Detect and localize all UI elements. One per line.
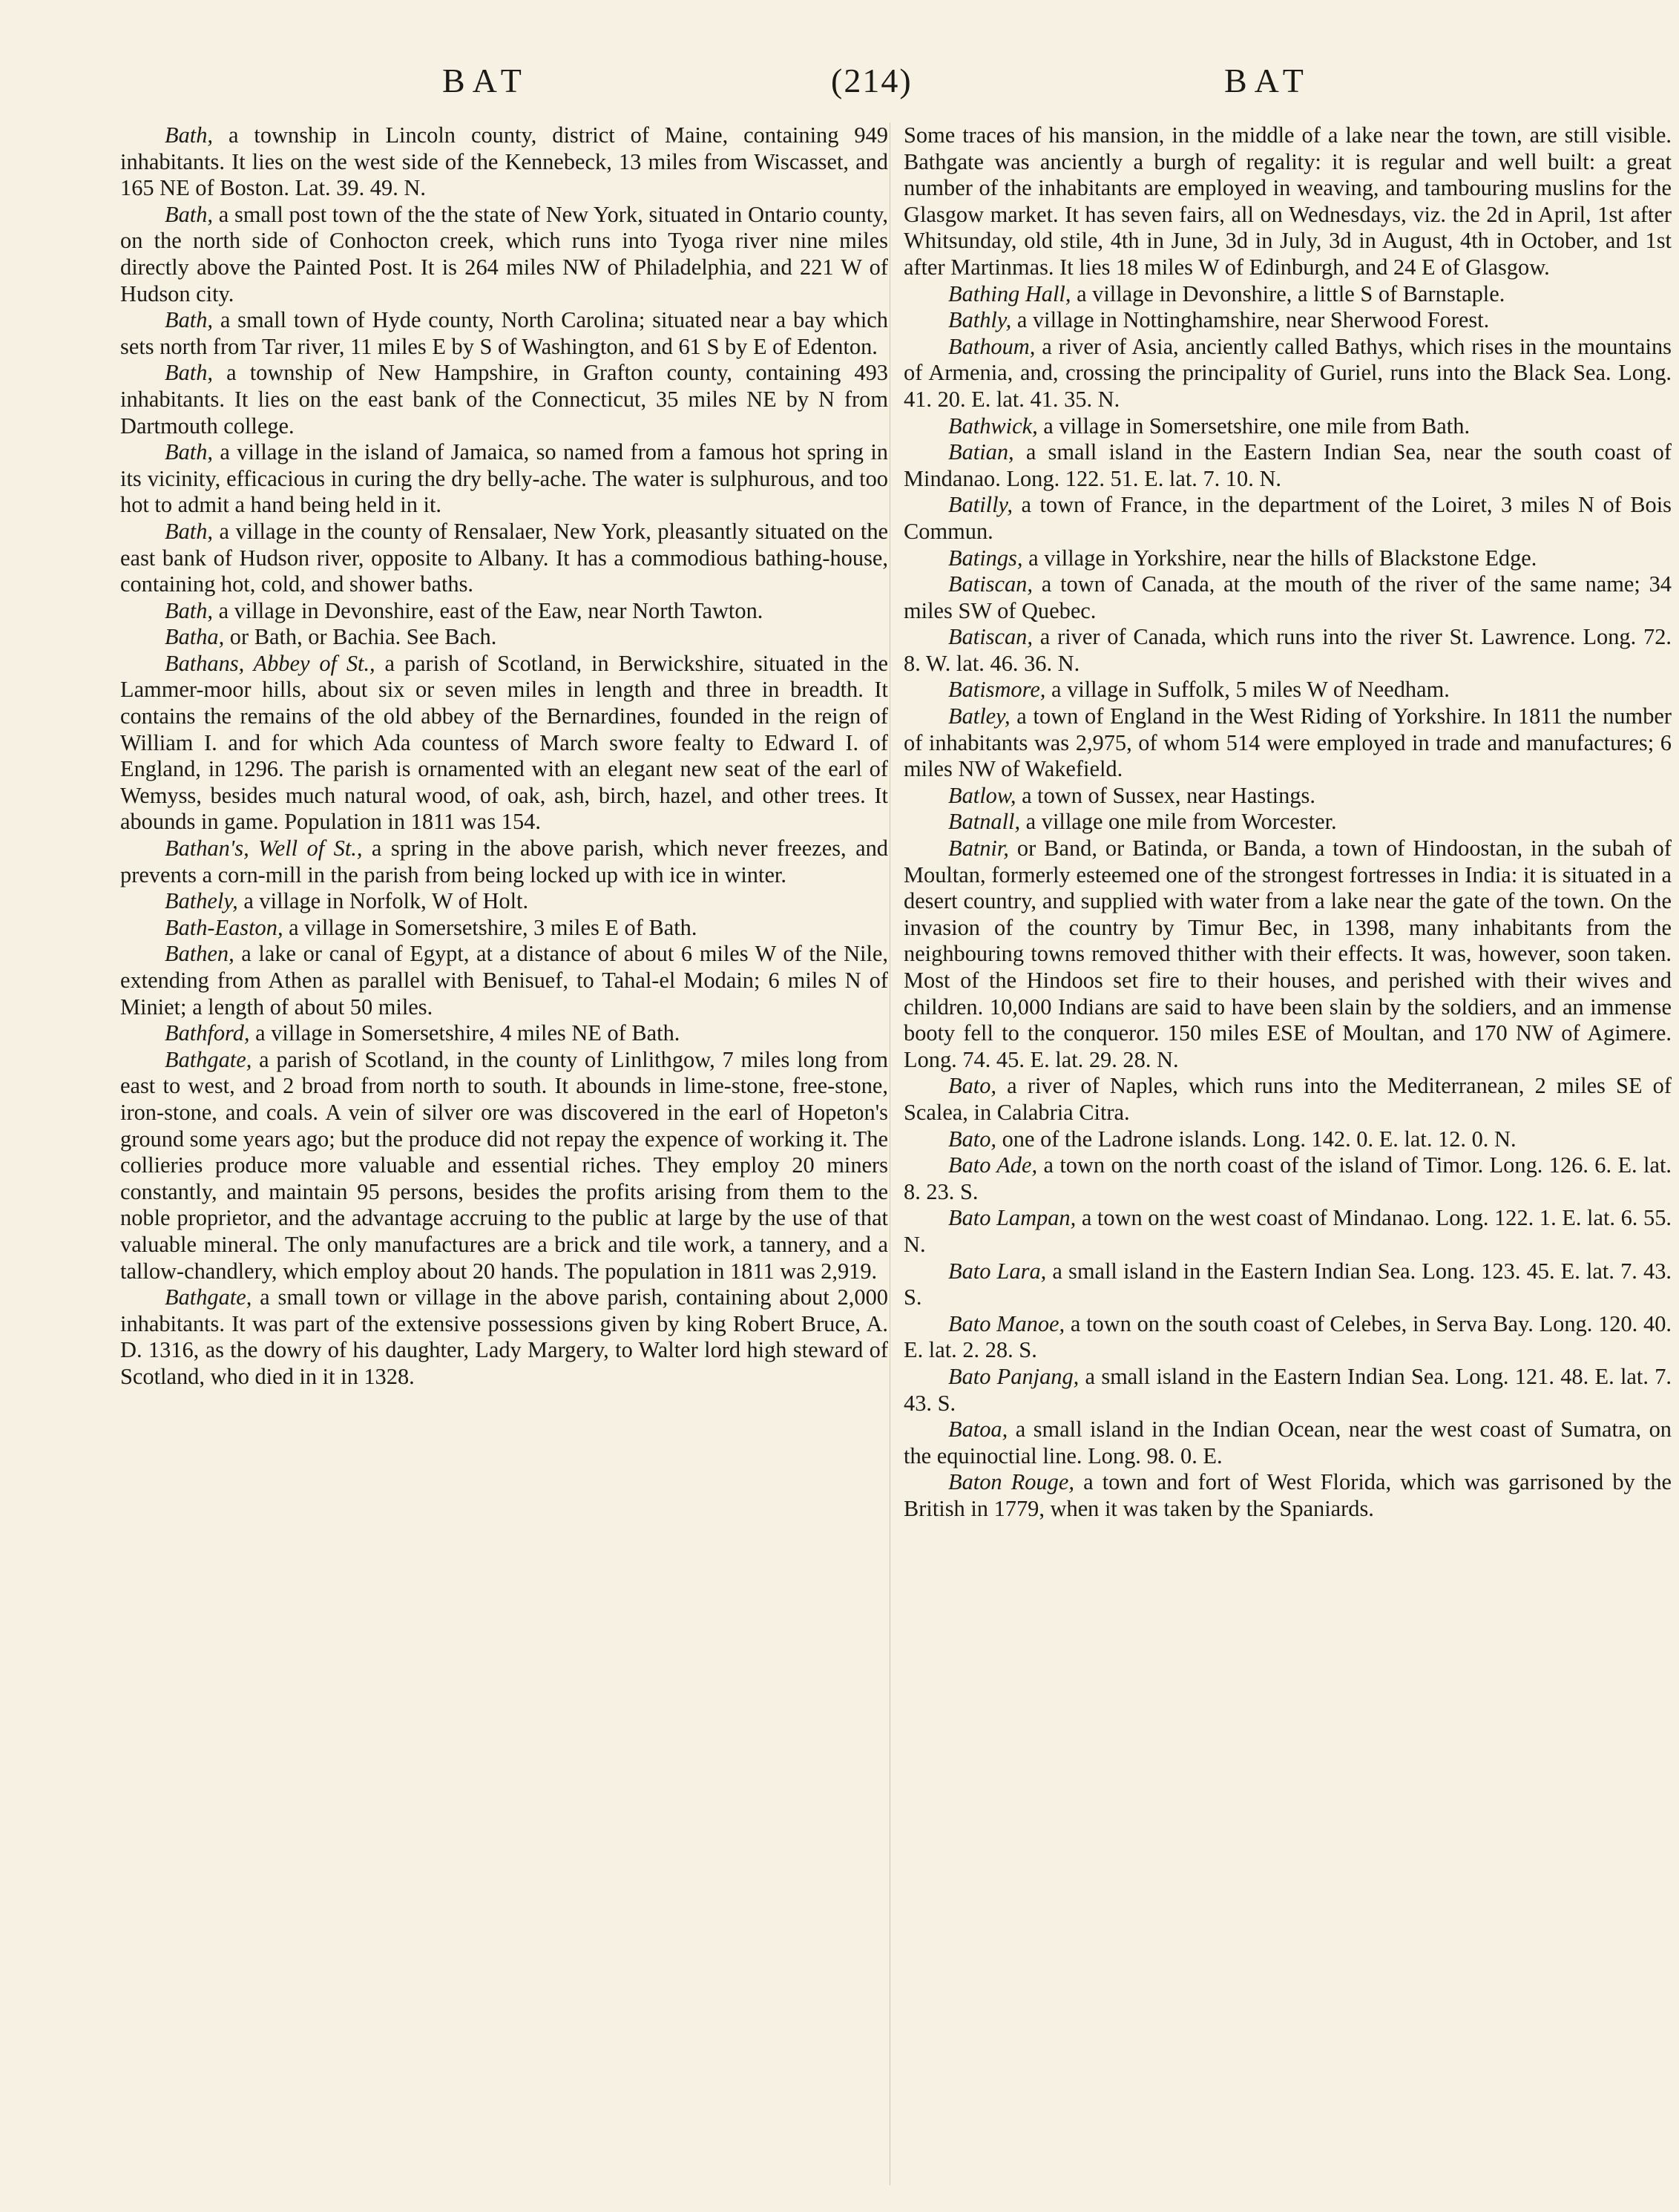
entry-headword: Bath, xyxy=(165,201,213,227)
entry xyxy=(904,703,1672,783)
entry-text: a village one mile from Worcester. xyxy=(1020,809,1337,835)
entry-text: a river of Asia, anciently called Bathys, which rises in the mountains of Armenia, and, crossing the principality of Guriel, runs into the Black Sea. Long. 41. 20. E. lat. 41. 35. N. xyxy=(904,333,1672,412)
entry-headword: Batley, xyxy=(948,703,1011,729)
entry-text: a small town of Hyde county, North Carolina; situated near a bay which sets north from Tar river, 11 miles E by S of Washington, and 61 S by E of Edenton. xyxy=(120,307,888,359)
entry-text: a village in Devonshire, a little S of Barnstaple. xyxy=(1071,280,1505,306)
entry-text: or Bath, or Bachia. See Bach. xyxy=(224,624,497,650)
entry xyxy=(904,545,1672,572)
entry-text: a spring in the above parish, which never freezes, and prevents a corn-mill in the parish from being locked up with ice in winter. xyxy=(120,836,888,887)
entry xyxy=(904,783,1672,810)
entry-text: a town of England in the West Riding of Yorkshire. In 1811 the number of inhabitants was 2,975, of whom 514 were employed in trade and manufactures; 6 miles NW of Wakefield. xyxy=(904,703,1672,782)
entry xyxy=(120,888,888,915)
entry xyxy=(904,307,1672,334)
entry-headword: Bathgate, xyxy=(165,1046,252,1072)
right-column xyxy=(904,122,1672,1522)
entry-headword: Batings, xyxy=(948,545,1023,571)
entry xyxy=(904,809,1672,836)
entry-headword: Bathans, Abbey of St., xyxy=(165,650,375,676)
entry-headword: Batilly, xyxy=(948,492,1013,518)
entry-headword: Batnir, xyxy=(948,836,1009,862)
entry xyxy=(120,122,888,202)
entry-headword: Batha, xyxy=(165,624,225,650)
entry-text: a river of Naples, which runs into the Mediterranean, 2 miles SE of Scalea, in Calabria Citra. xyxy=(904,1073,1672,1125)
entry xyxy=(120,1284,888,1390)
entry xyxy=(904,281,1672,308)
entry xyxy=(120,439,888,519)
entry-text: a small island in the Indian Ocean, near the west coast of Sumatra, on the equinoctial line. Long. 98. 0. E. xyxy=(904,1417,1672,1468)
entry-headword: Batiscan, xyxy=(948,571,1033,597)
entry-text: a town on the south coast of Celebes, in Serva Bay. Long. 120. 40. E. lat. 2. 28. S. xyxy=(904,1310,1672,1363)
entry xyxy=(120,360,888,439)
entry-headword: Batnall, xyxy=(948,809,1021,835)
entry-headword: Bathoum, xyxy=(948,333,1036,359)
entry xyxy=(120,915,888,942)
entry-headword: Baton Rouge, xyxy=(948,1469,1074,1495)
entry-headword: Batoa, xyxy=(948,1417,1008,1443)
entry xyxy=(120,307,888,360)
entry-headword: Bato, xyxy=(948,1126,996,1152)
entry-text: a town on the north coast of the island of Timor. Long. 126. 6. E. lat. 8. 23. S. xyxy=(904,1152,1672,1204)
entry-headword: Bato, xyxy=(948,1073,996,1099)
entry xyxy=(120,836,888,888)
header-right-guideword: BAT xyxy=(1224,62,1311,99)
entry-text: a township of New Hampshire, in Grafton county, containing 493 inhabitants. It lies on the east bank of the Connecticut, 35 miles NE by N from Dartmouth college. xyxy=(120,360,888,439)
entry xyxy=(120,1020,888,1047)
entry-text: a small town or village in the above parish, containing about 2,000 inhabitants. It was part of the extensive possessions given by king Robert Bruce, A. D. 1316, as the dowry of his daughter, Lady Margery, to Walter lord high steward of Scotland, who died in it in 1328. xyxy=(120,1284,888,1389)
entry-headword: Batlow, xyxy=(948,782,1016,808)
entry-text: a town on the west coast of Mindanao. Long. 122. 1. E. lat. 6. 55. N. xyxy=(904,1205,1672,1257)
entry-headword: Bathford, xyxy=(165,1020,250,1046)
entry xyxy=(904,677,1672,703)
entry-headword: Bath, xyxy=(165,439,213,465)
entry-text: a village in the county of Rensalaer, New York, pleasantly situated on the east bank of Hudson river, opposite to Albany. It has a commodious bathing-house, containing hot, cold, and shower baths. xyxy=(120,518,888,597)
entry-text: a parish of Scotland, in Berwickshire, situated in the Lammer-moor hills, about six or seven miles in length and three in breadth. It contains the remains of the old abbey of the Bernardines, founded in the reign of William I. and for which Ada countess of March swore fealty to Edward I. of England, in 1296. The parish is ornamented with an elegant new seat of the earl of Wemyss, besides much natural wood, of oak, ash, birch, hazel, and other trees. It abounds in game. Population in 1811 was 154. xyxy=(120,650,888,835)
entry-headword: Bath, xyxy=(165,360,213,386)
entry-headword: Bathwick, xyxy=(948,413,1038,439)
entry xyxy=(904,1126,1672,1153)
entry xyxy=(904,1073,1672,1126)
entry xyxy=(904,492,1672,545)
entry xyxy=(904,1417,1672,1469)
entry-text: a village in Somersetshire, one mile from Bath. xyxy=(1037,413,1471,439)
entry-text: a village in Somersetshire, 3 miles E of Bath. xyxy=(283,914,697,940)
entry-text: a village in Yorkshire, near the hills of Blackstone Edge. xyxy=(1022,545,1537,571)
entry xyxy=(904,1258,1672,1311)
entry xyxy=(120,651,888,836)
entry xyxy=(904,624,1672,677)
entry-headword: Bato Ade, xyxy=(948,1152,1038,1178)
entry-text: a town of Canada, at the mouth of the river of the same name; 34 miles SW of Quebec. xyxy=(904,571,1672,623)
entry-headword: Bathan's, Well of St., xyxy=(165,836,363,862)
entry-text: a small island in the Eastern Indian Sea. Long. 123. 45. E. lat. 7. 43. S. xyxy=(904,1258,1672,1310)
entry xyxy=(904,413,1672,440)
entry-headword: Bato Lara, xyxy=(948,1258,1047,1284)
entry-headword: Bathgate, xyxy=(165,1284,252,1310)
entry-headword: Bath, xyxy=(165,597,213,623)
entry xyxy=(904,571,1672,624)
entry-headword: Bath-Easton, xyxy=(165,914,283,940)
entry-headword: Bathing Hall, xyxy=(948,280,1071,306)
entry-text: a town and fort of West Florida, which was garrisoned by the British in 1779, when it was taken by the Spaniards. xyxy=(904,1469,1672,1521)
entry-text: a village in Norfolk, W of Holt. xyxy=(237,888,529,914)
entry xyxy=(904,439,1672,492)
entry-headword: Bath, xyxy=(165,518,213,544)
entry-text: one of the Ladrone islands. Long. 142. 0. E. lat. 12. 0. N. xyxy=(996,1126,1517,1152)
entry xyxy=(120,202,888,307)
entry-text: a river of Canada, which runs into the river St. Lawrence. Long. 72. 8. W. lat. 46. 36. N. xyxy=(904,624,1672,676)
entry-text: a village in Nottinghamshire, near Sherwood Forest. xyxy=(1011,307,1490,333)
entry xyxy=(904,1364,1672,1417)
entry-text: a small island in the Eastern Indian Sea, near the south coast of Mindanao. Long. 122. 51. E. lat. 7. 10. N. xyxy=(904,439,1672,491)
entry xyxy=(904,1152,1672,1205)
entry xyxy=(120,598,888,625)
entry-text: or Band, or Batinda, or Banda, a town of Hindoostan, in the subah of Moultan, formerly esteemed one of the strongest fortresses in India: it is situated in a desert country, and supplied with water from a lake near the gate of the town. On the invasion of the country by Timur Bec, in 1398, many inhabitants from the neighbouring towns removed thither with their effects. It was, however, soon taken. Most of the Hindoos set fire to their houses, and perished with their wives and children. 10,000 Indians are said to have been slain by the soldiers, and an immense booty fell to the conqueror. 150 miles ESE of Moultan, and 170 NW of Agimere. Long. 74. 45. E. lat. 29. 28. N. xyxy=(904,836,1672,1072)
entry-text: a village in Devonshire, east of the Eaw, near North Tawton. xyxy=(213,597,763,623)
entry xyxy=(904,1311,1672,1364)
page-number: (214) xyxy=(831,62,913,99)
entry xyxy=(120,519,888,598)
running-header xyxy=(0,61,1679,105)
entry-headword: Bato Manoe, xyxy=(948,1310,1065,1336)
left-column xyxy=(120,122,888,1391)
entry-text: a village in the island of Jamaica, so named from a famous hot spring in its vicinity, efficacious in curing the dry belly-ache. The water is sulphurous, and too hot to admit a hand being held in it. xyxy=(120,439,888,518)
entry-headword: Bathen, xyxy=(165,941,234,967)
entry-text: a township in Lincoln county, district of Maine, containing 949 inhabitants. It lies on the west side of the Kennebeck, 13 miles from Wiscasset, and 165 NE of Boston. Lat. 39. 49. N. xyxy=(120,122,888,201)
entry-text: a village in Suffolk, 5 miles W of Needham. xyxy=(1045,677,1450,703)
entry xyxy=(904,836,1672,1073)
entry-text: a town of Sussex, near Hastings. xyxy=(1016,782,1315,808)
entry-headword: Bathely, xyxy=(165,888,238,914)
entry xyxy=(120,941,888,1020)
header-left-guideword: BAT xyxy=(442,62,529,99)
entry-text: a small post town of the the state of New York, situated in Ontario county, on the north side of Conhocton creek, which runs into Tyoga river nine miles directly above the Painted Post. It is 264 miles NW of Philadelphia, and 221 W of Hudson city. xyxy=(120,201,888,306)
entry-headword: Bath, xyxy=(165,122,213,148)
entry-text: a town of France, in the department of the Loiret, 3 miles N of Bois Commun. xyxy=(904,492,1672,544)
entry xyxy=(120,1047,888,1284)
entry-text: a lake or canal of Egypt, at a distance of about 6 miles W of the Nile, extending from Athen as parallel with Benisuef, to Tahal-el Modain; 6 miles N of Miniet; a length of about 50 miles. xyxy=(120,941,888,1020)
entry xyxy=(904,1469,1672,1522)
entry xyxy=(904,1205,1672,1258)
entry-headword: Batiscan, xyxy=(948,624,1033,650)
entry-text: a parish of Scotland, in the county of Linlithgow, 7 miles long from east to west, and 2 broad from north to south. It abounds in lime-stone, free-stone, iron-stone, and coals. A vein of silver ore was discovered in the earl of Hopeton's ground some years ago; but the produce did not repay the expence of working it. The collieries produce more valuable and essential riches. They employ 20 miners constantly, and maintain 95 persons, besides the profits arising from them to the noble proprietor, and the advantage accruing to the public at large by the use of that valuable mineral. The only manufactures are a brick and tile work, a tannery, and a tallow-chandlery, which employ about 20 hands. The population in 1811 was 2,919. xyxy=(120,1046,888,1284)
entry xyxy=(120,624,888,651)
entry-headword: Bath, xyxy=(165,307,213,333)
entry-headword: Bato Lampan, xyxy=(948,1205,1077,1231)
entry-headword: Batismore, xyxy=(948,677,1046,703)
entry xyxy=(904,122,1672,281)
entry-headword: Batian, xyxy=(948,439,1014,465)
entry-text: a small island in the Eastern Indian Sea. Long. 121. 48. E. lat. 7. 43. S. xyxy=(904,1363,1672,1416)
entry-headword: Bathly, xyxy=(948,307,1012,333)
entry-headword: Bato Panjang, xyxy=(948,1363,1080,1389)
entry-text: a village in Somersetshire, 4 miles NE of Bath. xyxy=(249,1020,680,1046)
entry-text: Some traces of his mansion, in the middle of a lake near the town, are still visible. Bathgate was anciently a burgh of regality: it is regular and well built: a great number of the inhabitants are employed in weaving, and tambouring muslins for the Glasgow market. It has seven fairs, all on Wednesdays, viz. the 2d in April, 1st after Whitsunday, old stile, 4th in June, 3d in July, 3d in August, 4th in October, and 1st after Martinmas. It lies 18 miles W of Edinburgh, and 24 E of Glasgow. xyxy=(904,122,1672,280)
entry xyxy=(904,334,1672,413)
